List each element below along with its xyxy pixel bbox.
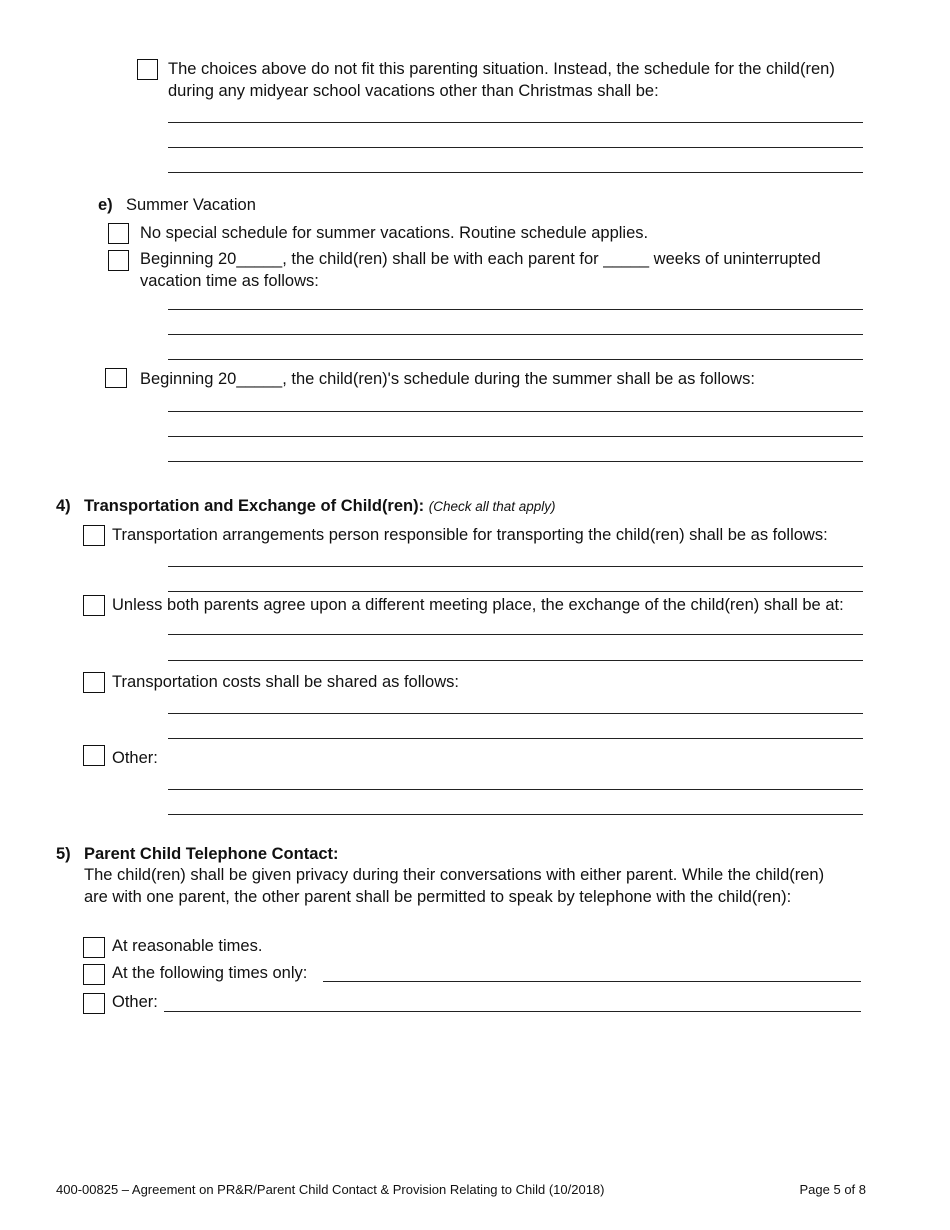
transport-costs-line-1[interactable] (168, 713, 863, 714)
transport-arrangements-line-2[interactable] (168, 591, 863, 592)
footer-form-id: 400-00825 – Agreement on PR&R/Parent Child Contact & Provision Relating to Child (10/2018) (56, 1182, 605, 1197)
exchange-location-line-2[interactable] (168, 660, 863, 661)
transport-other-line-1[interactable] (168, 789, 863, 790)
summer-schedule-line-2[interactable] (168, 436, 863, 437)
transport-arrangements-line-1[interactable] (168, 566, 863, 567)
summer-schedule-checkbox[interactable] (105, 368, 127, 388)
phone-times-line[interactable] (323, 981, 861, 982)
transport-other-text: Other: (112, 749, 158, 767)
transport-arrangements-text: Transportation arrangements person responsible for transporting the child(ren) shall be as follows: (112, 526, 828, 544)
summer-weeks-line-2[interactable] (168, 334, 863, 335)
transport-other-line-2[interactable] (168, 814, 863, 815)
section4-title: Transportation and Exchange of Child(ren): (84, 497, 425, 515)
summer-schedule-line-1[interactable] (168, 411, 863, 412)
summer-weeks-text: Beginning 20_____, the child(ren) shall be with each parent for _____ weeks of uninterrupted vacation time as follows: (140, 250, 821, 290)
section5-title: Parent Child Telephone Contact: (84, 845, 339, 863)
midyear-blank-line-2[interactable] (168, 147, 863, 148)
midyear-other-text: The choices above do not fit this parenting situation. Instead, the schedule for the child(ren) during any midyear school vacations other than Christmas shall be: (168, 60, 835, 100)
section4-number: 4) (56, 497, 71, 515)
exchange-location-text: Unless both parents agree upon a different meeting place, the exchange of the child(ren) shall be at: (112, 596, 844, 614)
phone-other-line[interactable] (164, 1011, 861, 1012)
exchange-location-checkbox[interactable] (83, 595, 105, 616)
phone-other-checkbox[interactable] (83, 993, 105, 1014)
footer-page-number: Page 5 of 8 (799, 1182, 866, 1197)
exchange-location-line-1[interactable] (168, 634, 863, 635)
transport-other-checkbox[interactable] (83, 745, 105, 766)
summer-no-special-text: No special schedule for summer vacations. Routine schedule applies. (140, 224, 649, 242)
phone-reasonable-checkbox[interactable] (83, 937, 105, 958)
transport-costs-checkbox[interactable] (83, 672, 105, 693)
summer-marker: e) (98, 196, 113, 214)
transport-costs-line-2[interactable] (168, 738, 863, 739)
midyear-blank-line-1[interactable] (168, 122, 863, 123)
summer-heading: Summer Vacation (126, 196, 256, 214)
section5-number: 5) (56, 845, 71, 863)
section4-note: (Check all that apply) (428, 499, 556, 514)
summer-weeks-checkbox[interactable] (108, 250, 129, 271)
summer-no-special-checkbox[interactable] (108, 223, 129, 244)
phone-other-text: Other: (112, 993, 158, 1011)
section4-heading (84, 495, 556, 518)
transport-arrangements-checkbox[interactable] (83, 525, 105, 546)
phone-times-checkbox[interactable] (83, 964, 105, 985)
phone-reasonable-text: At reasonable times. (112, 937, 263, 955)
midyear-other-checkbox[interactable] (137, 59, 158, 80)
section5-body: The child(ren) shall be given privacy during their conversations with either parent. While the child(ren) are with one parent, the other parent shall be permitted to speak by telephone with the child(ren): (84, 866, 825, 906)
summer-schedule-line-3[interactable] (168, 461, 863, 462)
summer-weeks-line-3[interactable] (168, 359, 863, 360)
transport-costs-text: Transportation costs shall be shared as follows: (112, 673, 459, 691)
summer-weeks-line-1[interactable] (168, 309, 863, 310)
midyear-blank-line-3[interactable] (168, 172, 863, 173)
phone-times-text: At the following times only: (112, 964, 308, 982)
summer-schedule-text: Beginning 20_____, the child(ren)'s schedule during the summer shall be as follows: (140, 370, 755, 388)
